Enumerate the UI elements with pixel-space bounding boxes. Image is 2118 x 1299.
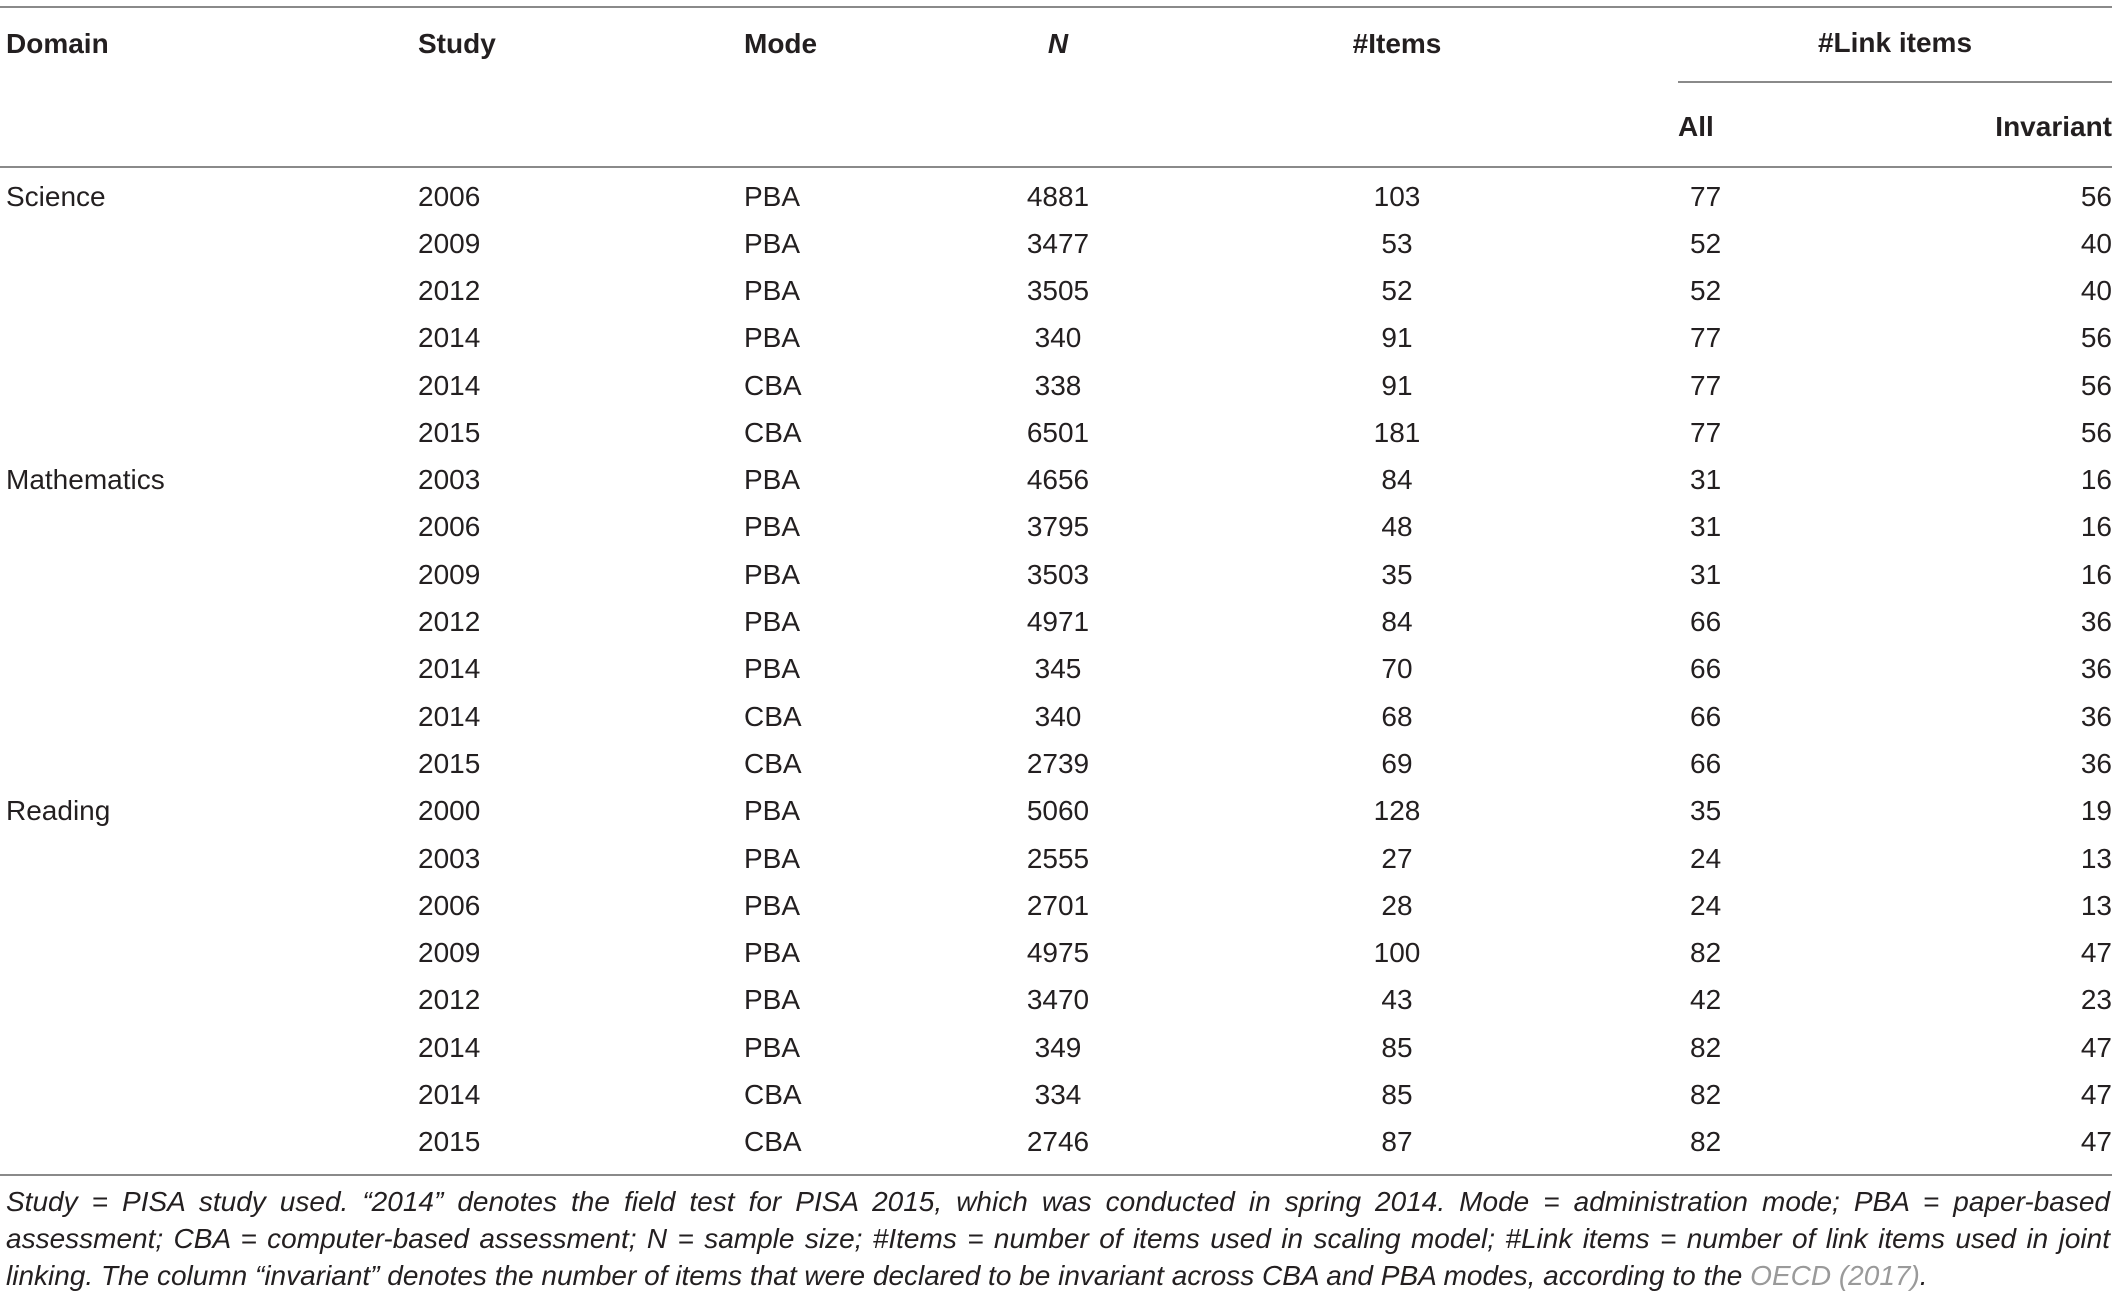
header-mode: Mode xyxy=(744,7,994,167)
cell-n: 2746 xyxy=(994,1119,1122,1175)
cell-n: 3470 xyxy=(1026,984,1090,1016)
table-row xyxy=(0,598,2112,645)
header-study: Study xyxy=(418,7,744,167)
cell-domain xyxy=(0,977,418,1024)
cell-domain xyxy=(0,693,418,740)
cell-study: 2006 xyxy=(418,511,481,543)
cell-domain xyxy=(0,220,418,267)
cell-n: 4881 xyxy=(1026,181,1090,212)
cell-study: 2000 xyxy=(418,795,481,827)
cell-domain xyxy=(0,929,418,976)
table-footnote xyxy=(6,1183,2110,1294)
cell-domain xyxy=(0,598,418,645)
cell-study: 2009 xyxy=(418,227,481,259)
header-domain: Domain xyxy=(0,7,418,167)
cell-items: 128 xyxy=(1373,795,1421,827)
cell-domain: Reading xyxy=(6,795,111,827)
cell-n: 3477 xyxy=(1026,227,1090,259)
cell-items: 85 xyxy=(1381,1031,1413,1063)
cell-invariant: 16 xyxy=(2080,464,2112,496)
cell-all: 66 xyxy=(1690,700,1722,732)
cell-all: 66 xyxy=(1690,653,1722,685)
cell-all: 77 xyxy=(1690,181,1722,212)
cell-domain xyxy=(0,882,418,929)
cell-invariant: 56 xyxy=(2080,416,2112,448)
cell-n: 4971 xyxy=(1026,606,1090,638)
cell-all: 82 xyxy=(1690,937,1722,969)
cell-mode: PBA xyxy=(744,984,801,1016)
cell-items: 91 xyxy=(1381,322,1413,354)
cell-all: 31 xyxy=(1690,511,1722,543)
cell-items: 43 xyxy=(1381,984,1413,1016)
cell-domain xyxy=(0,1119,418,1175)
cell-domain: Mathematics xyxy=(6,464,165,496)
cell-study: 2012 xyxy=(418,606,481,638)
cell-study: 2015 xyxy=(418,416,481,448)
cell-all: 52 xyxy=(1690,227,1722,259)
cell-mode: PBA xyxy=(744,937,801,969)
cell-mode: CBA xyxy=(744,1119,994,1175)
cell-n: 338 xyxy=(1034,369,1082,401)
table-row xyxy=(0,409,2112,456)
cell-n: 3795 xyxy=(1026,511,1090,543)
cell-n: 345 xyxy=(1034,653,1082,685)
cell-all: 52 xyxy=(1690,274,1722,306)
cell-items: 48 xyxy=(1381,511,1413,543)
cell-invariant: 47 xyxy=(2080,937,2112,969)
cell-all: 31 xyxy=(1690,558,1722,590)
cell-all: 24 xyxy=(1690,889,1722,921)
table-row xyxy=(0,788,2112,835)
table-row xyxy=(0,929,2112,976)
cell-domain xyxy=(0,1071,418,1118)
cell-domain xyxy=(0,740,418,787)
cell-all: 77 xyxy=(1690,369,1722,401)
table-body xyxy=(0,168,2112,1175)
cell-invariant: 47 xyxy=(1910,1119,2112,1175)
footnote-text: Study = PISA study used. “2014” denotes the field test for PISA 2015, which was conducted in spring 2014. Mode = administration mode; PBA = paper-based assessment; CBA = computer-based assessment; N = sample size; #Items = number of items used in scaling model; #Link items = number of link items used in joint linking. The column “invariant” denotes the number of items that were declared to be invariant across CBA and PBA modes, according to the xyxy=(6,1186,2110,1291)
cell-items: 181 xyxy=(1373,416,1421,448)
cell-domain xyxy=(0,504,418,551)
cell-items: 70 xyxy=(1381,653,1413,685)
cell-invariant: 40 xyxy=(2080,227,2112,259)
cell-mode: PBA xyxy=(744,1031,801,1063)
cell-mode: PBA xyxy=(744,558,801,590)
cell-domain xyxy=(0,315,418,362)
cell-invariant: 47 xyxy=(2080,1078,2112,1110)
cell-mode: PBA xyxy=(744,511,801,543)
header-link-items xyxy=(1672,7,2112,88)
table-row xyxy=(0,220,2112,267)
cell-all: 82 xyxy=(1672,1119,1910,1175)
header-all: All xyxy=(1672,88,1910,167)
table-row xyxy=(0,646,2112,693)
cell-study: 2014 xyxy=(418,700,481,732)
cell-invariant: 47 xyxy=(2080,1031,2112,1063)
table-row xyxy=(0,1024,2112,1071)
cell-study: 2015 xyxy=(418,1119,744,1175)
cell-domain xyxy=(0,362,418,409)
cell-mode: PBA xyxy=(744,606,801,638)
cell-invariant: 13 xyxy=(2080,842,2112,874)
cell-n: 334 xyxy=(1034,1078,1082,1110)
cell-study: 2003 xyxy=(418,842,481,874)
cell-invariant: 56 xyxy=(2080,322,2112,354)
table-row xyxy=(0,551,2112,598)
cell-invariant: 56 xyxy=(2080,181,2112,212)
cell-items: 84 xyxy=(1381,606,1413,638)
cell-study: 2009 xyxy=(418,558,481,590)
cell-mode: PBA xyxy=(744,795,801,827)
cell-items: 100 xyxy=(1373,937,1421,969)
cell-study: 2006 xyxy=(418,889,481,921)
cell-mode: PBA xyxy=(744,274,801,306)
cell-invariant: 36 xyxy=(2080,606,2112,638)
cell-invariant: 16 xyxy=(2080,511,2112,543)
footnote-end: . xyxy=(1919,1260,1928,1291)
table-row xyxy=(0,1071,2112,1118)
cell-study: 2014 xyxy=(418,322,481,354)
cell-items: 87 xyxy=(1122,1119,1672,1175)
cell-study: 2009 xyxy=(418,937,481,969)
cell-n: 2555 xyxy=(1026,842,1090,874)
cell-items: 52 xyxy=(1381,274,1413,306)
cell-invariant: 19 xyxy=(2080,795,2112,827)
cell-all: 77 xyxy=(1690,416,1722,448)
cell-all: 24 xyxy=(1690,842,1722,874)
cell-items: 85 xyxy=(1381,1078,1413,1110)
cell-invariant: 36 xyxy=(2080,700,2112,732)
cell-domain xyxy=(0,409,418,456)
cell-domain xyxy=(0,646,418,693)
cell-mode: CBA xyxy=(744,700,802,732)
cell-all: 82 xyxy=(1690,1078,1722,1110)
header-n: N xyxy=(994,7,1122,167)
table-row xyxy=(0,835,2112,882)
cell-mode: PBA xyxy=(744,842,801,874)
cell-all: 66 xyxy=(1690,747,1722,779)
cell-all: 31 xyxy=(1690,464,1722,496)
cell-mode: PBA xyxy=(744,227,801,259)
cell-mode: PBA xyxy=(744,181,801,212)
cell-n: 4975 xyxy=(1026,937,1090,969)
table-row xyxy=(0,168,2112,220)
table-row xyxy=(0,882,2112,929)
header-items: #Items xyxy=(1122,7,1672,167)
cell-items: 28 xyxy=(1381,889,1413,921)
cell-invariant: 56 xyxy=(2080,369,2112,401)
cell-items: 27 xyxy=(1381,842,1413,874)
cell-invariant: 36 xyxy=(2080,747,2112,779)
cell-items: 103 xyxy=(1373,181,1421,212)
cell-n: 340 xyxy=(1034,322,1082,354)
cell-all: 66 xyxy=(1690,606,1722,638)
cell-study: 2014 xyxy=(418,1078,481,1110)
footnote-reference-link[interactable]: OECD (2017) xyxy=(1750,1260,1920,1291)
cell-n: 2701 xyxy=(1026,889,1090,921)
cell-study: 2014 xyxy=(418,1031,481,1063)
cell-mode: PBA xyxy=(744,889,801,921)
cell-all: 82 xyxy=(1690,1031,1722,1063)
cell-n: 3505 xyxy=(1026,274,1090,306)
cell-study: 2012 xyxy=(418,984,481,1016)
cell-all: 35 xyxy=(1690,795,1722,827)
cell-study: 2014 xyxy=(418,653,481,685)
table-row xyxy=(0,1119,2112,1175)
cell-study: 2012 xyxy=(418,274,481,306)
cell-n: 3503 xyxy=(1026,558,1090,590)
cell-n: 4656 xyxy=(1026,464,1090,496)
cell-invariant: 23 xyxy=(2080,984,2112,1016)
cell-study: 2003 xyxy=(418,464,481,496)
table-row xyxy=(0,315,2112,362)
cell-study: 2015 xyxy=(418,747,481,779)
cell-domain xyxy=(0,551,418,598)
cell-n: 6501 xyxy=(1026,416,1090,448)
header-invariant: Invariant xyxy=(1910,88,2112,167)
cell-all: 42 xyxy=(1690,984,1722,1016)
header-link-items-label: #Link items xyxy=(1678,17,2112,83)
cell-domain xyxy=(0,267,418,314)
cell-mode: PBA xyxy=(744,653,801,685)
table-row xyxy=(0,693,2112,740)
table-row xyxy=(0,267,2112,314)
cell-domain: Science xyxy=(6,181,106,212)
table-row xyxy=(0,740,2112,787)
table-row xyxy=(0,456,2112,503)
header-row-1 xyxy=(0,7,2112,88)
cell-mode: PBA xyxy=(744,322,801,354)
cell-items: 35 xyxy=(1381,558,1413,590)
cell-study: 2006 xyxy=(418,181,481,212)
cell-mode: CBA xyxy=(744,1078,802,1110)
cell-mode: CBA xyxy=(744,416,802,448)
cell-items: 68 xyxy=(1381,700,1413,732)
cell-invariant: 36 xyxy=(2080,653,2112,685)
table-row xyxy=(0,977,2112,1024)
cell-items: 69 xyxy=(1381,747,1413,779)
cell-mode: CBA xyxy=(744,369,802,401)
table-row xyxy=(0,504,2112,551)
cell-n: 349 xyxy=(1034,1031,1082,1063)
cell-domain xyxy=(0,835,418,882)
cell-items: 91 xyxy=(1381,369,1413,401)
table-row xyxy=(0,362,2112,409)
cell-n: 2739 xyxy=(1026,747,1090,779)
cell-n: 340 xyxy=(1034,700,1082,732)
cell-domain xyxy=(0,1024,418,1071)
cell-items: 53 xyxy=(1381,227,1413,259)
cell-invariant: 16 xyxy=(2080,558,2112,590)
cell-mode: CBA xyxy=(744,747,802,779)
cell-all: 77 xyxy=(1690,322,1722,354)
cell-invariant: 40 xyxy=(2080,274,2112,306)
cell-study: 2014 xyxy=(418,369,481,401)
cell-mode: PBA xyxy=(744,464,801,496)
cell-items: 84 xyxy=(1381,464,1413,496)
cell-invariant: 13 xyxy=(2080,889,2112,921)
cell-n: 5060 xyxy=(1026,795,1090,827)
pisa-linking-table xyxy=(0,6,2112,1176)
